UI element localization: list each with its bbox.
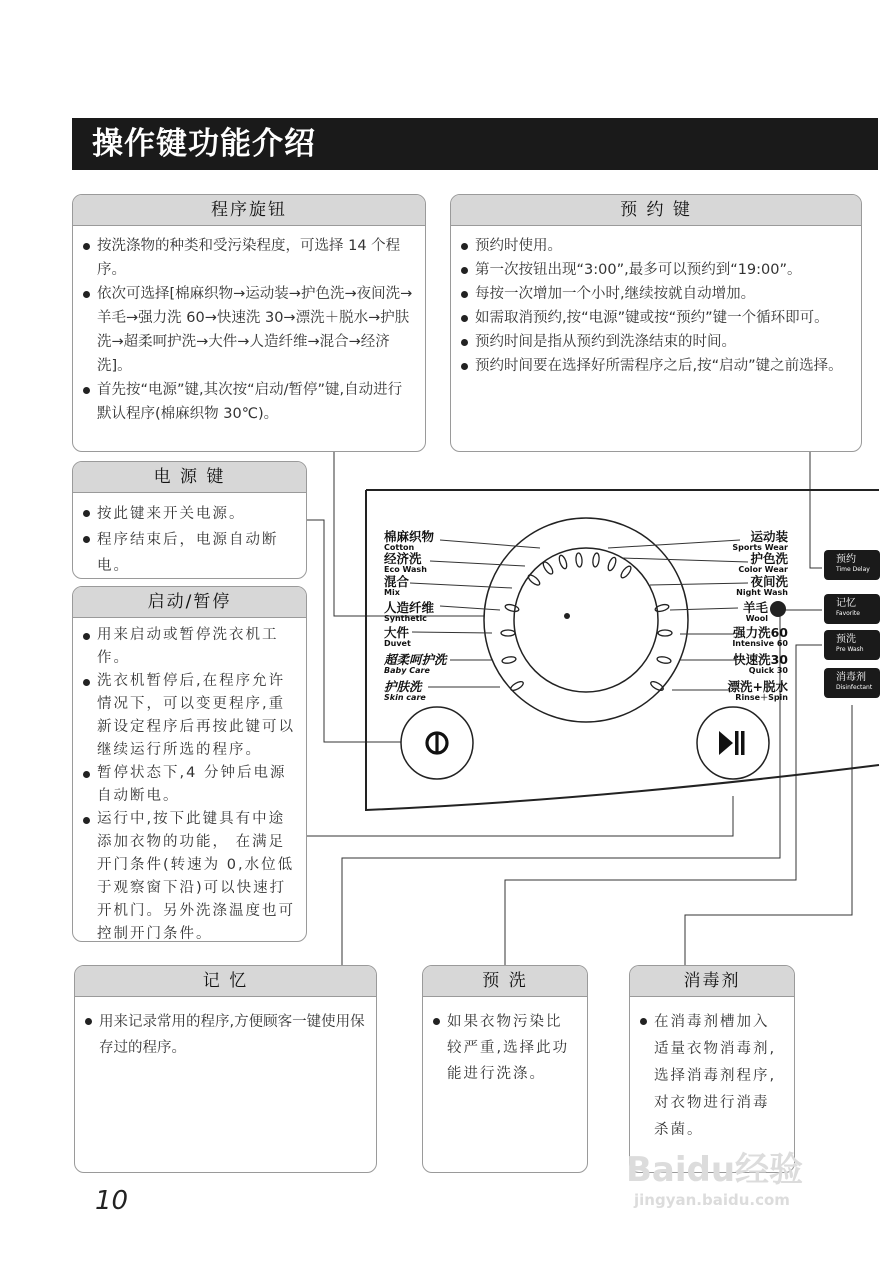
memory-button-sublabel: Favorite [836, 610, 860, 617]
list-item: 洗衣机暂停后,在程序允许情况下，可以变更程序,重新设定程序后再按此键可以继续运行所选的程序。 [81, 670, 296, 762]
program-label: 大件 Duvet [384, 625, 411, 648]
memory-title: 记 忆 [75, 966, 376, 997]
list-item: 暂停状态下,4 分钟后电源自动断电。 [81, 762, 296, 808]
list-item: 按洗涤物的种类和受污染程度，可选择 14 个程序。 [81, 234, 415, 282]
prewash-button-sublabel: Pre Wash [836, 646, 864, 653]
disinfectant-title: 消毒剂 [630, 966, 794, 997]
program-label: 人造纤维 Synthetic [384, 600, 435, 623]
disinfectant-box [629, 965, 795, 1173]
list-item: 第一次按钮出现“3:00”,最多可以预约到“19:00”。 [459, 258, 851, 282]
disinfectant-button-sublabel: Disinfectant [836, 684, 873, 691]
watermark-brand: Baidu经验 [626, 1150, 804, 1190]
delay-button-sublabel: Time Delay [836, 566, 870, 573]
list-item: 运行中,按下此键具有中途添加衣物的功能， 在满足开门条件(转速为 0,水位低于观察窗下沿)可以快速打开机门。另外洗涤温度也可控制开门条件。 [81, 808, 296, 942]
program-label: 棉麻织物 Cotton [384, 529, 435, 552]
list-item: 在消毒剂槽加入适量衣物消毒剂,选择消毒剂程序,对衣物进行消毒杀菌。 [638, 1009, 784, 1144]
list-item: 依次可选择[棉麻织物→运动装→护色洗→夜间洗→羊毛→强力洗 60→快速洗 30→漂洗＋脱水→护肤洗→超柔呵护洗→大件→人造纤维→混合→经济洗]。 [81, 282, 415, 378]
prewash-box [422, 965, 588, 1173]
program-knob[interactable] [484, 518, 688, 722]
program-label: 漂洗+脱水 Rinse＋Spin [727, 679, 788, 702]
watermark-url: jingyan.baidu.com [634, 1191, 790, 1209]
program-label: 护肤洗 Skin care [384, 679, 426, 702]
disinfectant-button[interactable] [824, 668, 880, 698]
delay-key-title: 预 约 键 [451, 195, 861, 226]
list-item: 用来记录常用的程序,方便顾客一键使用保存过的程序。 [83, 1009, 366, 1061]
watermark [626, 1150, 803, 1210]
list-item: 程序结束后，电源自动断电。 [81, 527, 296, 579]
page-title: 操作键功能介绍 [92, 126, 316, 162]
power-key-box [72, 461, 307, 579]
program-label: 夜间洗 Night Wash [736, 574, 788, 597]
start-pause-box [72, 586, 307, 942]
list-item: 预约时间要在选择好所需程序之后,按“启动”键之前选择。 [459, 354, 851, 378]
delay-button[interactable] [824, 550, 880, 580]
program-label: 运动装 Sports Wear [732, 529, 788, 552]
program-label: 快速洗30 Quick 30 [733, 652, 788, 675]
start-pause-title: 启动/暂停 [73, 587, 306, 618]
power-button[interactable] [401, 707, 473, 779]
program-label: 羊毛 Wool [742, 600, 768, 623]
list-item: 预约时使用。 [459, 234, 851, 258]
list-item: 每按一次增加一个小时,继续按就自动增加。 [459, 282, 851, 306]
list-item: 首先按“电源”键,其次按“启动/暂停”键,自动进行默认程序(棉麻织物 30℃)。 [81, 378, 415, 426]
delay-key-box [450, 194, 862, 452]
start-pause-button[interactable] [697, 707, 769, 779]
list-item: 如需取消预约,按“电源”键或按“预约”键一个循环即可。 [459, 306, 851, 330]
program-label: 强力洗60 Intensive 60 [732, 625, 788, 648]
program-knob-box [72, 194, 426, 452]
power-key-title: 电 源 键 [73, 462, 306, 493]
memory-button[interactable] [824, 594, 880, 624]
memory-button-label: 记忆 [836, 598, 856, 609]
program-label: 经济洗 Eco Wash [384, 551, 427, 574]
program-label: 超柔呵护洗 Baby Care [384, 652, 447, 675]
delay-button-label: 预约 [836, 554, 856, 565]
prewash-button-label: 预洗 [836, 634, 856, 645]
page-number: 10 [95, 1186, 129, 1216]
memory-box [74, 965, 377, 1173]
list-item: 预约时间是指从预约到洗涤结束的时间。 [459, 330, 851, 354]
program-knob-title: 程序旋钮 [73, 195, 425, 226]
list-item: 如果衣物污染比较严重,选择此功能进行洗涤。 [431, 1009, 577, 1087]
disinfectant-button-label: 消毒剂 [836, 672, 866, 683]
list-item: 按此键来开关电源。 [81, 501, 296, 527]
prewash-button[interactable] [824, 630, 880, 660]
program-label: 混合 Mix [384, 574, 410, 597]
list-item: 用来启动或暂停洗衣机工作。 [81, 624, 296, 670]
program-label: 护色洗 Color Wear [738, 551, 788, 574]
prewash-title: 预 洗 [423, 966, 587, 997]
